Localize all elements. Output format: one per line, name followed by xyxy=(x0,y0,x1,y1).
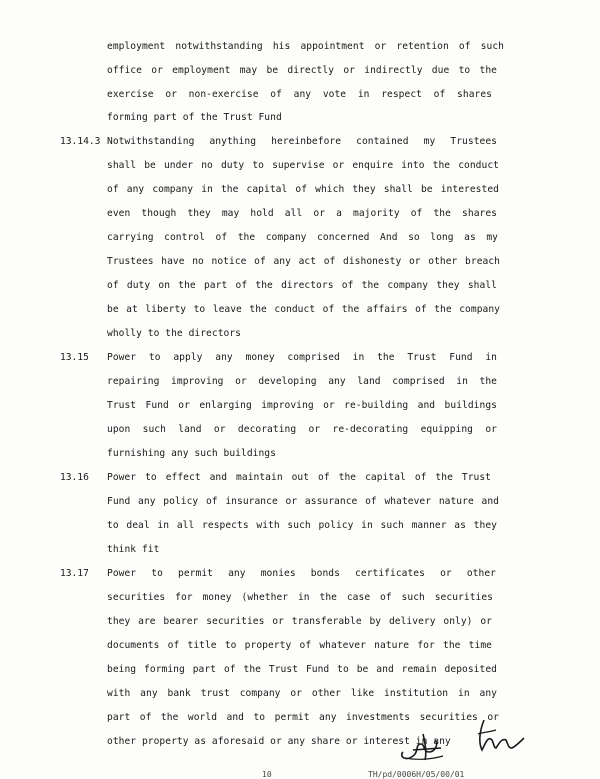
intro-line: employment notwithstanding his appointment or retention of such xyxy=(107,41,504,52)
clause-line: Trust Fund or enlarging improving or re-building and buildings xyxy=(107,400,497,411)
clause-line: Power to effect and maintain out of the capital of the Trust xyxy=(107,472,491,483)
clause-line: securities for money (whether in the case of such securities xyxy=(107,592,493,603)
clause-line: wholly to the directors xyxy=(107,328,241,339)
clause-line: Trustees have no notice of any act of dishonesty or other breach xyxy=(107,256,500,267)
clause-line: Notwithstanding anything hereinbefore contained my Trustees xyxy=(107,136,497,147)
clause-line: furnishing any such buildings xyxy=(107,448,276,459)
clause-number: 13.16 xyxy=(60,472,89,483)
clause-line: being forming part of the Trust Fund to be and remain deposited xyxy=(107,664,497,675)
clause-line: part of the world and to permit any investments securities or xyxy=(107,712,499,723)
signature-initials-right xyxy=(470,712,530,758)
signature-initials-left xyxy=(395,722,455,764)
clause-line: other property as aforesaid or any share or interest in any xyxy=(107,736,451,747)
clause-line: upon such land or decorating or re-decorating equipping or xyxy=(107,424,497,435)
clause-number: 13.15 xyxy=(60,352,89,363)
clause-line: Fund any policy of insurance or assurance of whatever nature and xyxy=(107,496,499,507)
clause-line: Power to apply any money comprised in the Trust Fund in xyxy=(107,352,497,363)
clause-number: 13.14.3 xyxy=(60,136,101,147)
clause-line: with any bank trust company or other like institution in any xyxy=(107,688,497,699)
page-number: 10 xyxy=(262,770,272,779)
clause-line: repairing improving or developing any land comprised in the xyxy=(107,376,497,387)
clause-line: shall be under no duty to supervise or enquire into the conduct xyxy=(107,160,499,171)
clause-line: think fit xyxy=(107,544,160,555)
clause-line: carrying control of the company concerned And so long as my xyxy=(107,232,498,243)
clause-line: documents of title to property of whatever nature for the time xyxy=(107,640,492,651)
intro-line: forming part of the Trust Fund xyxy=(107,112,282,123)
clause-line: Power to permit any monies bonds certificates or other xyxy=(107,568,496,579)
clause-line: of any company in the capital of which they shall be interested xyxy=(107,184,499,195)
clause-line: of duty on the part of the directors of the company they shall xyxy=(107,280,497,291)
clause-line: be at liberty to leave the conduct of the affairs of the company xyxy=(107,304,500,315)
intro-line: office or employment may be directly or indirectly due to the xyxy=(107,65,497,76)
document-reference: TH/pd/0006H/05/00/01 xyxy=(368,770,465,779)
intro-line: exercise or non-exercise of any vote in respect of shares xyxy=(107,89,492,100)
clause-number: 13.17 xyxy=(60,568,89,579)
clause-line: even though they may hold all or a majority of the shares xyxy=(107,208,497,219)
clause-line: they are bearer securities or transferable by delivery only) or xyxy=(107,616,492,627)
clause-line: to deal in all respects with such policy in such manner as they xyxy=(107,520,497,531)
